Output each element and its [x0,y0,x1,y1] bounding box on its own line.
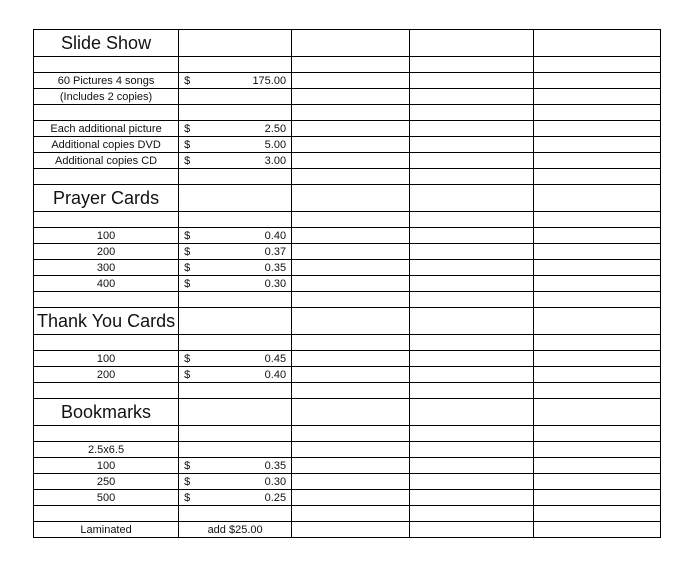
empty-cell[interactable] [292,276,410,292]
price-amount: 2.50 [264,123,287,135]
price-cell[interactable] [179,474,292,490]
empty-cell[interactable] [410,260,534,276]
empty-cell[interactable] [179,335,292,351]
empty-cell[interactable] [292,292,410,308]
section-header-row [34,308,661,335]
empty-cell[interactable] [534,73,661,89]
empty-cell[interactable] [534,399,661,426]
empty-cell[interactable] [179,426,292,442]
item-label[interactable] [34,426,179,442]
empty-cell[interactable] [410,458,534,474]
empty-cell[interactable] [534,426,661,442]
section-title[interactable]: Slide Show [34,30,179,57]
price-cell[interactable] [179,244,292,260]
price-cell[interactable] [179,276,292,292]
empty-cell[interactable] [292,474,410,490]
price-amount: 0.40 [264,369,287,381]
empty-cell[interactable] [534,228,661,244]
table-row [34,522,661,538]
empty-cell[interactable] [534,383,661,399]
item-label[interactable] [34,506,179,522]
empty-cell[interactable] [292,137,410,153]
table-row [34,367,661,383]
blank-row [34,335,661,351]
item-label[interactable]: 250 [34,474,179,490]
empty-cell[interactable] [292,169,410,185]
section-title[interactable]: Bookmarks [34,399,179,426]
empty-cell[interactable] [534,89,661,105]
empty-cell[interactable] [292,458,410,474]
currency-symbol: $ [184,230,191,242]
price-amount: 0.30 [264,476,287,488]
empty-cell[interactable] [292,260,410,276]
empty-cell[interactable] [292,522,410,538]
empty-cell[interactable] [410,153,534,169]
empty-cell[interactable] [534,244,661,260]
empty-cell[interactable] [410,490,534,506]
item-label[interactable] [34,383,179,399]
empty-cell[interactable] [292,73,410,89]
table-row [34,490,661,506]
price-cell[interactable] [179,137,292,153]
empty-cell[interactable] [410,367,534,383]
blank-row [34,506,661,522]
empty-cell[interactable] [410,474,534,490]
empty-cell[interactable] [292,426,410,442]
empty-cell[interactable] [179,89,292,105]
empty-cell[interactable] [410,57,534,73]
empty-cell[interactable] [534,506,661,522]
empty-cell[interactable] [292,308,410,335]
empty-cell[interactable] [534,351,661,367]
empty-cell[interactable] [534,137,661,153]
price-cell[interactable] [179,73,292,89]
blank-row [34,57,661,73]
price-cell[interactable] [179,458,292,474]
item-label[interactable]: 2.5x6.5 [34,442,179,458]
empty-cell[interactable] [410,335,534,351]
empty-cell[interactable] [410,308,534,335]
price-amount: 5.00 [264,139,287,151]
item-label[interactable]: Laminated [34,522,179,538]
table-row [34,121,661,137]
empty-cell[interactable] [534,490,661,506]
item-label[interactable]: 100 [34,351,179,367]
empty-cell[interactable] [292,383,410,399]
item-label[interactable] [34,169,179,185]
item-label[interactable]: Additional copies DVD [34,137,179,153]
currency-symbol: $ [184,476,191,488]
empty-cell[interactable] [179,292,292,308]
price-cell[interactable] [179,490,292,506]
empty-cell[interactable] [410,89,534,105]
empty-cell[interactable] [410,292,534,308]
item-label[interactable]: Additional copies CD [34,153,179,169]
empty-cell[interactable] [179,442,292,458]
item-label[interactable]: 100 [34,228,179,244]
empty-cell[interactable] [410,121,534,137]
empty-cell[interactable] [292,490,410,506]
currency-symbol: $ [184,353,191,365]
item-label[interactable]: 200 [34,367,179,383]
empty-cell[interactable] [292,506,410,522]
section-header-row [34,185,661,212]
price-cell[interactable] [179,228,292,244]
price-amount: 0.25 [264,492,287,504]
empty-cell[interactable] [534,169,661,185]
price-amount: 0.45 [264,353,287,365]
currency-symbol: $ [184,123,191,135]
empty-cell[interactable] [534,335,661,351]
empty-cell[interactable] [179,57,292,73]
price-amount: 0.37 [264,246,287,258]
empty-cell[interactable] [534,308,661,335]
empty-cell[interactable] [534,367,661,383]
table-row [34,442,661,458]
item-label[interactable]: 500 [34,490,179,506]
empty-cell[interactable] [179,105,292,121]
empty-cell[interactable] [292,153,410,169]
currency-symbol: $ [184,246,191,258]
price-cell[interactable] [179,367,292,383]
empty-cell[interactable] [292,30,410,57]
empty-cell[interactable] [534,57,661,73]
table-row [34,458,661,474]
price-cell[interactable] [179,260,292,276]
empty-cell[interactable] [410,506,534,522]
empty-cell[interactable] [410,137,534,153]
currency-symbol: $ [184,492,191,504]
empty-cell[interactable] [292,89,410,105]
item-label[interactable]: 200 [34,244,179,260]
empty-cell[interactable] [410,522,534,538]
empty-cell[interactable] [292,105,410,121]
price-list-table [33,29,661,538]
table-row [34,153,661,169]
empty-cell[interactable] [292,212,410,228]
item-label[interactable]: 100 [34,458,179,474]
empty-cell[interactable] [410,383,534,399]
price-list-body [34,30,661,538]
empty-cell[interactable] [179,185,292,212]
table-row [34,137,661,153]
table-row [34,89,661,105]
section-title[interactable]: Prayer Cards [34,185,179,212]
item-label[interactable] [34,105,179,121]
blank-row [34,292,661,308]
table-row [34,276,661,292]
empty-cell[interactable] [534,276,661,292]
table-row [34,474,661,490]
empty-cell[interactable] [410,185,534,212]
blank-row [34,105,661,121]
empty-cell[interactable] [179,212,292,228]
empty-cell[interactable] [410,426,534,442]
item-label[interactable] [34,212,179,228]
item-label[interactable] [34,335,179,351]
price-note[interactable]: add $25.00 [179,522,292,538]
item-label[interactable]: 300 [34,260,179,276]
item-label[interactable] [34,57,179,73]
empty-cell[interactable] [534,292,661,308]
empty-cell[interactable] [410,169,534,185]
empty-cell[interactable] [410,244,534,260]
empty-cell[interactable] [179,169,292,185]
blank-row [34,383,661,399]
currency-symbol: $ [184,278,191,290]
empty-cell[interactable] [534,30,661,57]
empty-cell[interactable] [292,57,410,73]
empty-cell[interactable] [410,73,534,89]
empty-cell[interactable] [410,30,534,57]
blank-row [34,212,661,228]
empty-cell[interactable] [534,474,661,490]
empty-cell[interactable] [292,351,410,367]
price-cell[interactable] [179,153,292,169]
table-row [34,244,661,260]
empty-cell[interactable] [534,442,661,458]
currency-symbol: $ [184,139,191,151]
currency-symbol: $ [184,262,191,274]
empty-cell[interactable] [179,506,292,522]
item-label[interactable]: 400 [34,276,179,292]
empty-cell[interactable] [410,351,534,367]
empty-cell[interactable] [534,153,661,169]
empty-cell[interactable] [534,212,661,228]
empty-cell[interactable] [292,335,410,351]
table-row [34,260,661,276]
section-header-row [34,30,661,57]
currency-symbol: $ [184,75,191,87]
item-label[interactable]: Each additional picture [34,121,179,137]
empty-cell[interactable] [534,185,661,212]
blank-row [34,426,661,442]
empty-cell[interactable] [179,399,292,426]
price-amount: 3.00 [264,155,287,167]
empty-cell[interactable] [410,276,534,292]
empty-cell[interactable] [292,185,410,212]
price-amount: 0.30 [264,278,287,290]
price-amount: 0.35 [264,262,287,274]
empty-cell[interactable] [534,458,661,474]
empty-cell[interactable] [292,399,410,426]
empty-cell[interactable] [534,121,661,137]
currency-symbol: $ [184,460,191,472]
empty-cell[interactable] [292,442,410,458]
table-row [34,351,661,367]
currency-symbol: $ [184,155,191,167]
table-row [34,73,661,89]
empty-cell[interactable] [179,30,292,57]
empty-cell[interactable] [292,121,410,137]
empty-cell[interactable] [410,105,534,121]
blank-row [34,169,661,185]
empty-cell[interactable] [292,367,410,383]
section-header-row [34,399,661,426]
empty-cell[interactable] [292,228,410,244]
empty-cell[interactable] [410,399,534,426]
empty-cell[interactable] [534,260,661,276]
empty-cell[interactable] [292,244,410,260]
item-label[interactable]: (Includes 2 copies) [34,89,179,105]
price-amount: 0.40 [264,230,287,242]
empty-cell[interactable] [179,308,292,335]
empty-cell[interactable] [534,105,661,121]
item-label[interactable]: 60 Pictures 4 songs [34,73,179,89]
price-amount: 175.00 [252,75,287,87]
table-row [34,228,661,244]
price-cell[interactable] [179,351,292,367]
price-amount: 0.35 [264,460,287,472]
currency-symbol: $ [184,369,191,381]
empty-cell[interactable] [179,383,292,399]
price-cell[interactable] [179,121,292,137]
empty-cell[interactable] [410,442,534,458]
empty-cell[interactable] [534,522,661,538]
empty-cell[interactable] [410,228,534,244]
item-label[interactable] [34,292,179,308]
empty-cell[interactable] [410,212,534,228]
section-title[interactable]: Thank You Cards [34,308,179,335]
